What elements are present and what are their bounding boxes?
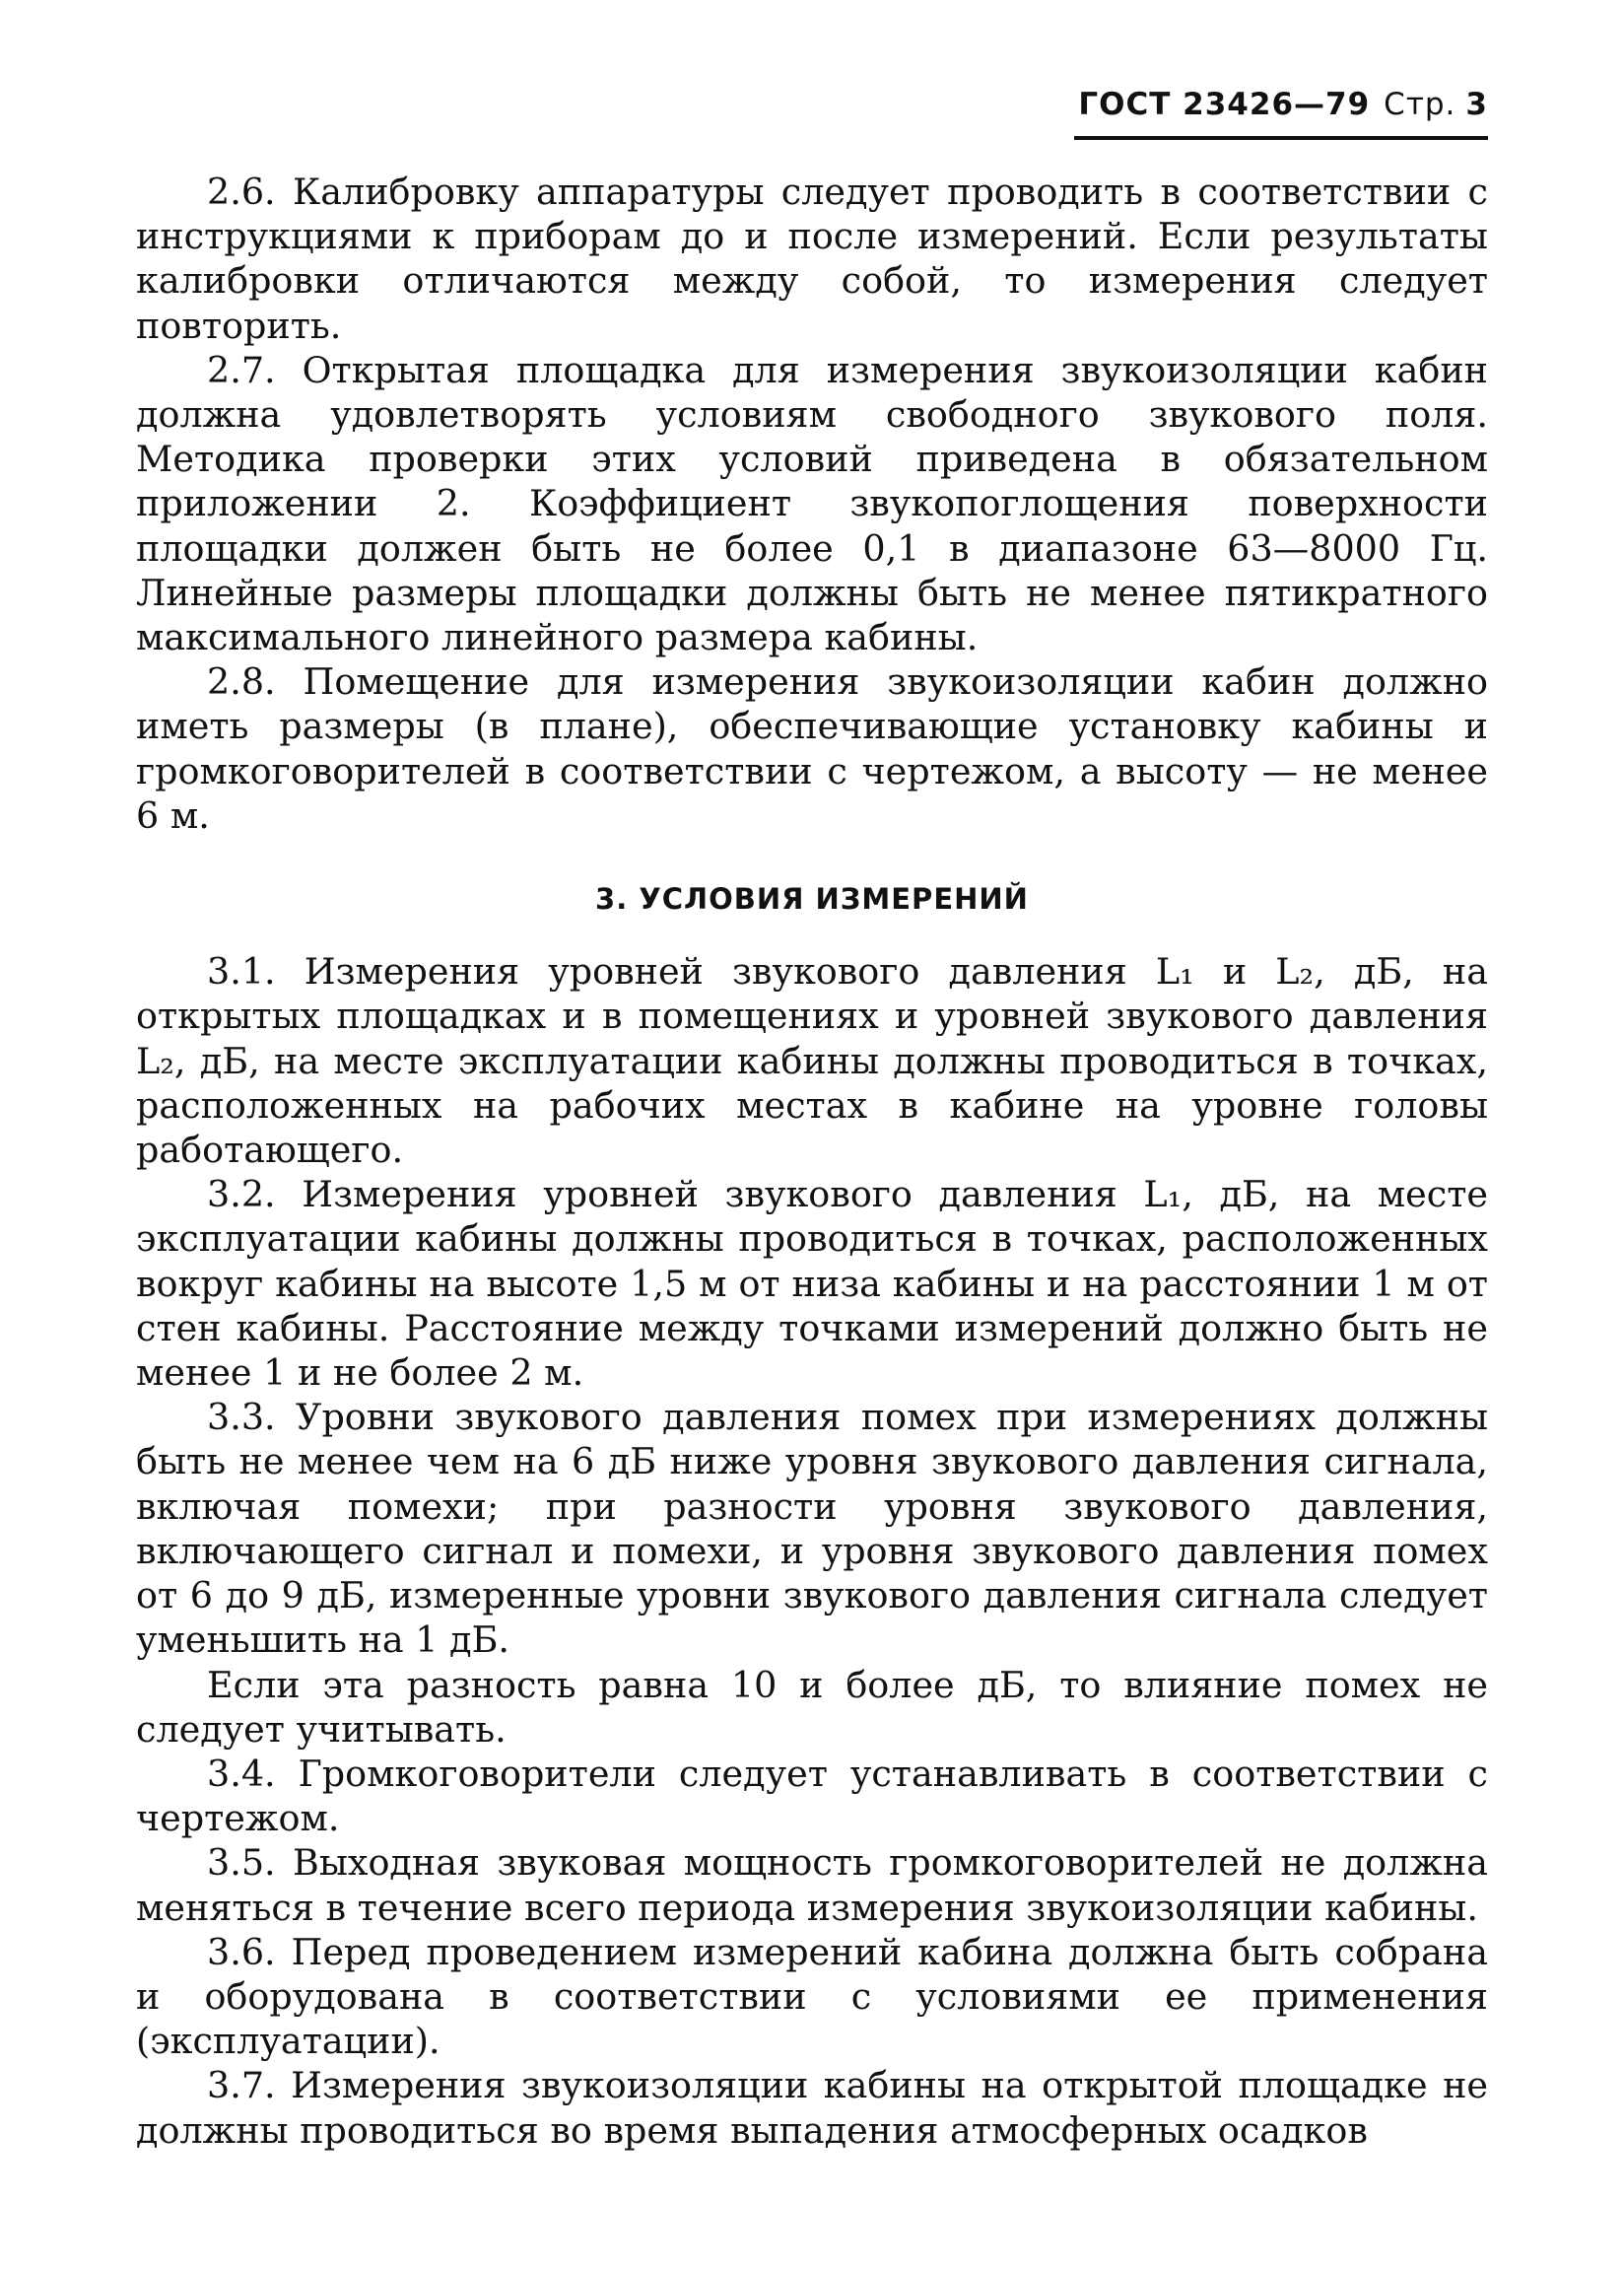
paragraph-3-6: 3.6. Перед проведением измерений кабина должна быть собрана и оборудована в соответствии с условиями ее применения (эксплуатации). (136, 1930, 1488, 2063)
paragraph-3-1: 3.1. Измерения уровней звукового давления L₁ и L₂, дБ, на открытых площадках и в помещениях и уровней звукового давления L₂, дБ, на месте эксплуатации кабины должны проводиться в точках, расположенных на рабочих местах в кабине на уровне головы работающего. (136, 950, 1488, 1172)
paragraph-3-4: 3.4. Громкоговорители следует устанавливать в соответствии с чертежом. (136, 1752, 1488, 1840)
paragraph-3-3-note: Если эта разность равна 10 и более дБ, то влияние помех не следует учитывать. (136, 1663, 1488, 1751)
paragraph-3-3: 3.3. Уровни звукового давления помех при измерениях должны быть не менее чем на 6 дБ ниже уровня звукового давления сигнала, включая помехи; при разности уровня звукового давления, включающего сигнал и помехи, и уровня звукового давления помех от 6 до 9 дБ, измеренные уровни звукового давления сигнала следует уменьшить на 1 дБ. (136, 1396, 1488, 1662)
paragraph-2-7: 2.7. Открытая площадка для измерения звукоизоляции кабин должна удовлетворять условиям свободного звукового поля. Методика проверки этих условий приведена в обязательном приложении 2. Коэффициент звукопоглощения поверхности площадки должен быть не более 0,1 в диапазоне 63—8000 Гц. Линейные размеры площадки должны быть не менее пятикратного максимального линейного размера кабины. (136, 348, 1488, 659)
document-body (136, 170, 1488, 2153)
standard-number: ГОСТ 23426—79 (1078, 87, 1371, 122)
paragraph-2-8: 2.8. Помещение для измерения звукоизоляции кабин должно иметь размеры (в плане), обеспечивающие установку кабины и громкоговорителей в соответствии с чертежом, а высоту — не менее 6 м. (136, 660, 1488, 837)
paragraph-3-7: 3.7. Измерения звукоизоляции кабины на открытой площадке не должны проводиться во время выпадения атмосферных осадков (136, 2064, 1488, 2152)
paragraph-2-6: 2.6. Калибровку аппаратуры следует проводить в соответствии с инструкциями к приборам до и после измерений. Если результаты калибровки отличаются между собой, то измерения следует повторить. (136, 171, 1488, 347)
section-title: 3. УСЛОВИЯ ИЗМЕРЕНИЙ (595, 882, 1029, 917)
page-header (1074, 87, 1488, 122)
page-number: 3 (1465, 87, 1488, 122)
page-label: Стр. (1384, 87, 1456, 122)
paragraph-3-2: 3.2. Измерения уровней звукового давления L₁, дБ, на месте эксплуатации кабины должны проводиться в точках, расположенных вокруг кабины на высоте 1,5 м от низа кабины и на расстоянии 1 м от стен кабины. Расстояние между точками измерений должно быть не менее 1 и не более 2 м. (136, 1173, 1488, 1395)
paragraph-3-5: 3.5. Выходная звуковая мощность громкоговорителей не должна меняться в течение всего периода измерения звукоизоляции кабины. (136, 1841, 1488, 1929)
header-rule (1074, 136, 1488, 140)
